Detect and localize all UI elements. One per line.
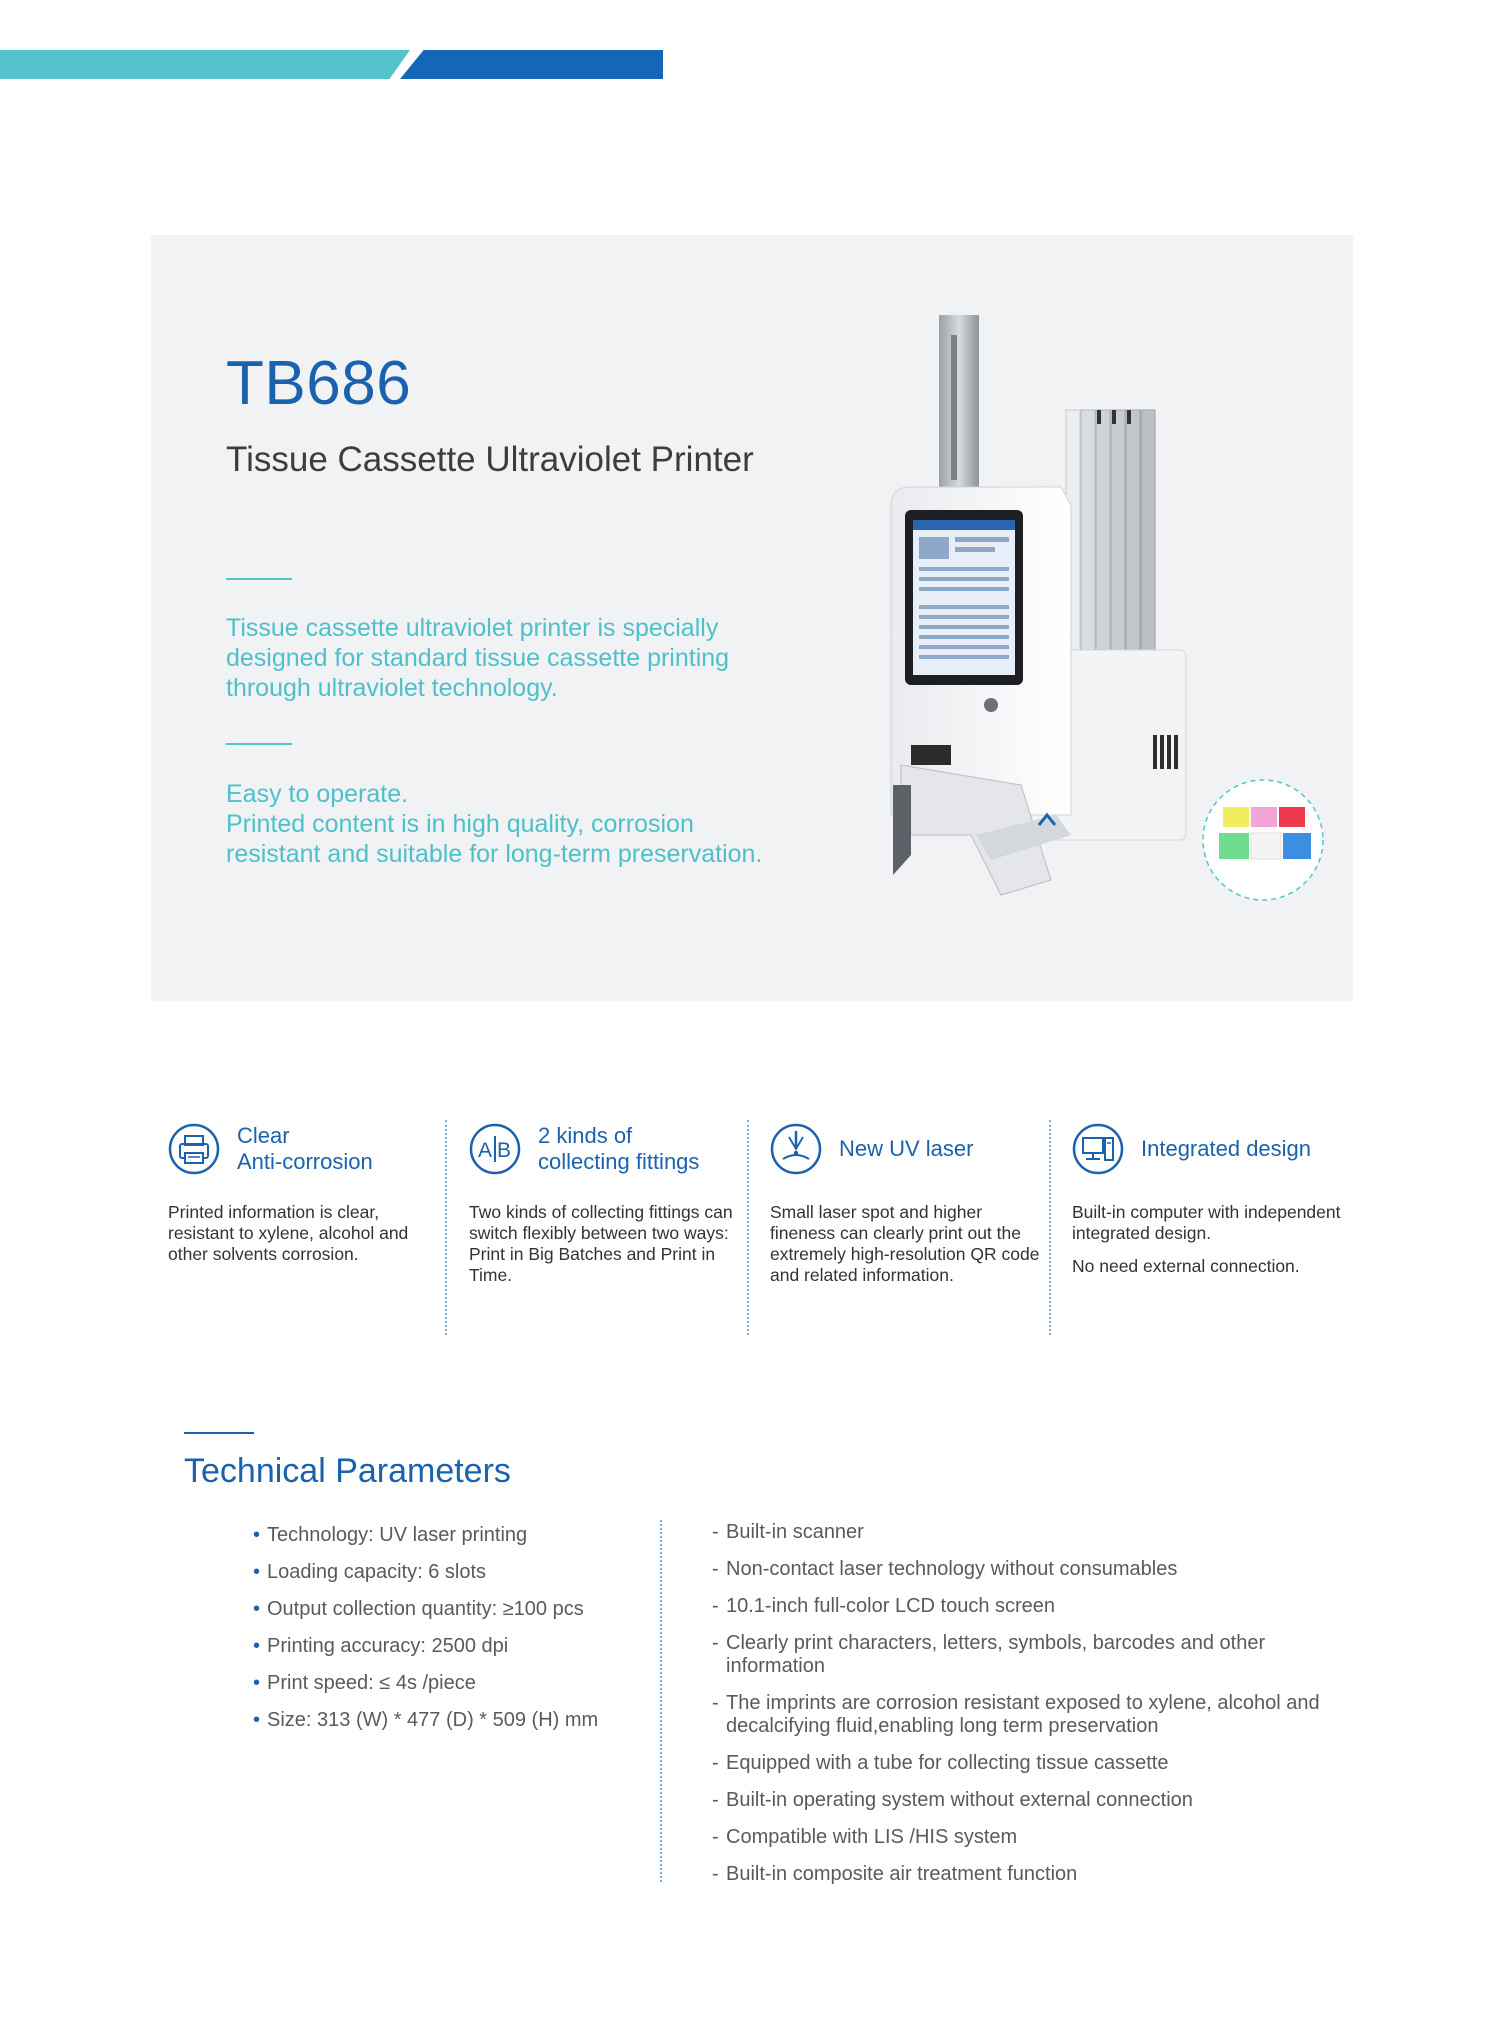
feature-separator (1049, 1120, 1051, 1335)
feature-title-line-2: Anti-corrosion (237, 1149, 373, 1174)
feature-title-line-1: New UV laser (839, 1136, 974, 1161)
tech-feature: - Compatible with LIS /HIS system (712, 1826, 1352, 1849)
hero-description: Tissue cassette ultraviolet printer is specially designed for standard tissue cassette printing through ultraviolet technology. (226, 614, 730, 702)
tech-param: • Printing accuracy: 2500 dpi (253, 1632, 653, 1669)
tech-feature: - Built-in scanner (712, 1521, 1352, 1544)
feature-description: Printed information is clear, resistant to xylene, alcohol and other solvents corrosion. (168, 1202, 409, 1264)
ab-icon (469, 1123, 521, 1175)
hero-benefit-1: Easy to operate. (226, 780, 409, 808)
feature-title-line-1: Clear (237, 1123, 290, 1148)
tech-param: • Print speed: ≤ 4s /piece (253, 1669, 653, 1706)
tech-feature: - Built-in operating system without external connection (712, 1789, 1352, 1812)
header-stripe-teal (0, 50, 410, 79)
tech-param: • Loading capacity: 6 slots (253, 1558, 653, 1595)
printer-icon (168, 1123, 220, 1175)
feature-separator (747, 1120, 749, 1335)
tech-param: • Technology: UV laser printing (253, 1521, 653, 1558)
tech-param: • Size: 313 (W) * 477 (D) * 509 (H) mm (253, 1706, 653, 1743)
tech-title: Technical Parameters (184, 1452, 511, 1490)
tech-separator (660, 1520, 662, 1882)
divider-dash (226, 743, 292, 745)
hero-panel (151, 235, 1353, 1001)
svg-text:A: A (478, 1139, 493, 1162)
feature-collecting-fittings (469, 1118, 739, 1338)
tech-feature: - Equipped with a tube for collecting tissue cassette (712, 1752, 1352, 1775)
svg-text:B: B (497, 1139, 512, 1162)
printer-illustration (871, 315, 1331, 955)
feature-description: Small laser spot and higher fineness can clearly print out the extremely high-resolution QR code and related information. (770, 1202, 1040, 1285)
feature-description-extra: No need external connection. (1072, 1256, 1300, 1276)
feature-description: Two kinds of collecting fittings can switch flexibly between two ways: Print in Big Batches and Print in Time. (469, 1202, 733, 1285)
feature-description: Built-in computer with independent integrated design. (1072, 1202, 1341, 1243)
tech-divider-dash (184, 1432, 254, 1434)
feature-title-line-1: 2 kinds of (538, 1123, 633, 1148)
divider-dash (226, 578, 292, 580)
feature-new-uv-laser (770, 1118, 1040, 1338)
product-name: Tissue Cassette Ultraviolet Printer (226, 440, 754, 479)
feature-clear-anti-corrosion (168, 1118, 438, 1338)
tech-feature: - Built-in composite air treatment function (712, 1863, 1352, 1886)
feature-integrated-design (1072, 1118, 1342, 1338)
tech-feature: - 10.1-inch full-color LCD touch screen (712, 1595, 1352, 1618)
feature-title-line-2: collecting fittings (538, 1149, 700, 1174)
header-stripe-blue (400, 50, 663, 79)
tech-param: • Output collection quantity: ≥100 pcs (253, 1595, 653, 1632)
hero-benefit-2: Printed content is in high quality, corrosion resistant and suitable for long-term preservation. (226, 810, 763, 868)
model-title: TB686 (226, 349, 412, 418)
feature-separator (445, 1120, 447, 1335)
tech-left-list (253, 1521, 653, 1743)
feature-title-line-1: Integrated design (1141, 1136, 1312, 1161)
computer-icon (1072, 1123, 1124, 1175)
tech-feature: - Non-contact laser technology without consumables (712, 1558, 1352, 1581)
tech-feature: - The imprints are corrosion resistant exposed to xylene, alcohol and decalcifying fluid,enabling long term preservation (712, 1692, 1352, 1738)
tech-feature: - Clearly print characters, letters, symbols, barcodes and other information (712, 1632, 1352, 1678)
tech-right-list (712, 1521, 1352, 1900)
laser-icon (770, 1123, 822, 1175)
